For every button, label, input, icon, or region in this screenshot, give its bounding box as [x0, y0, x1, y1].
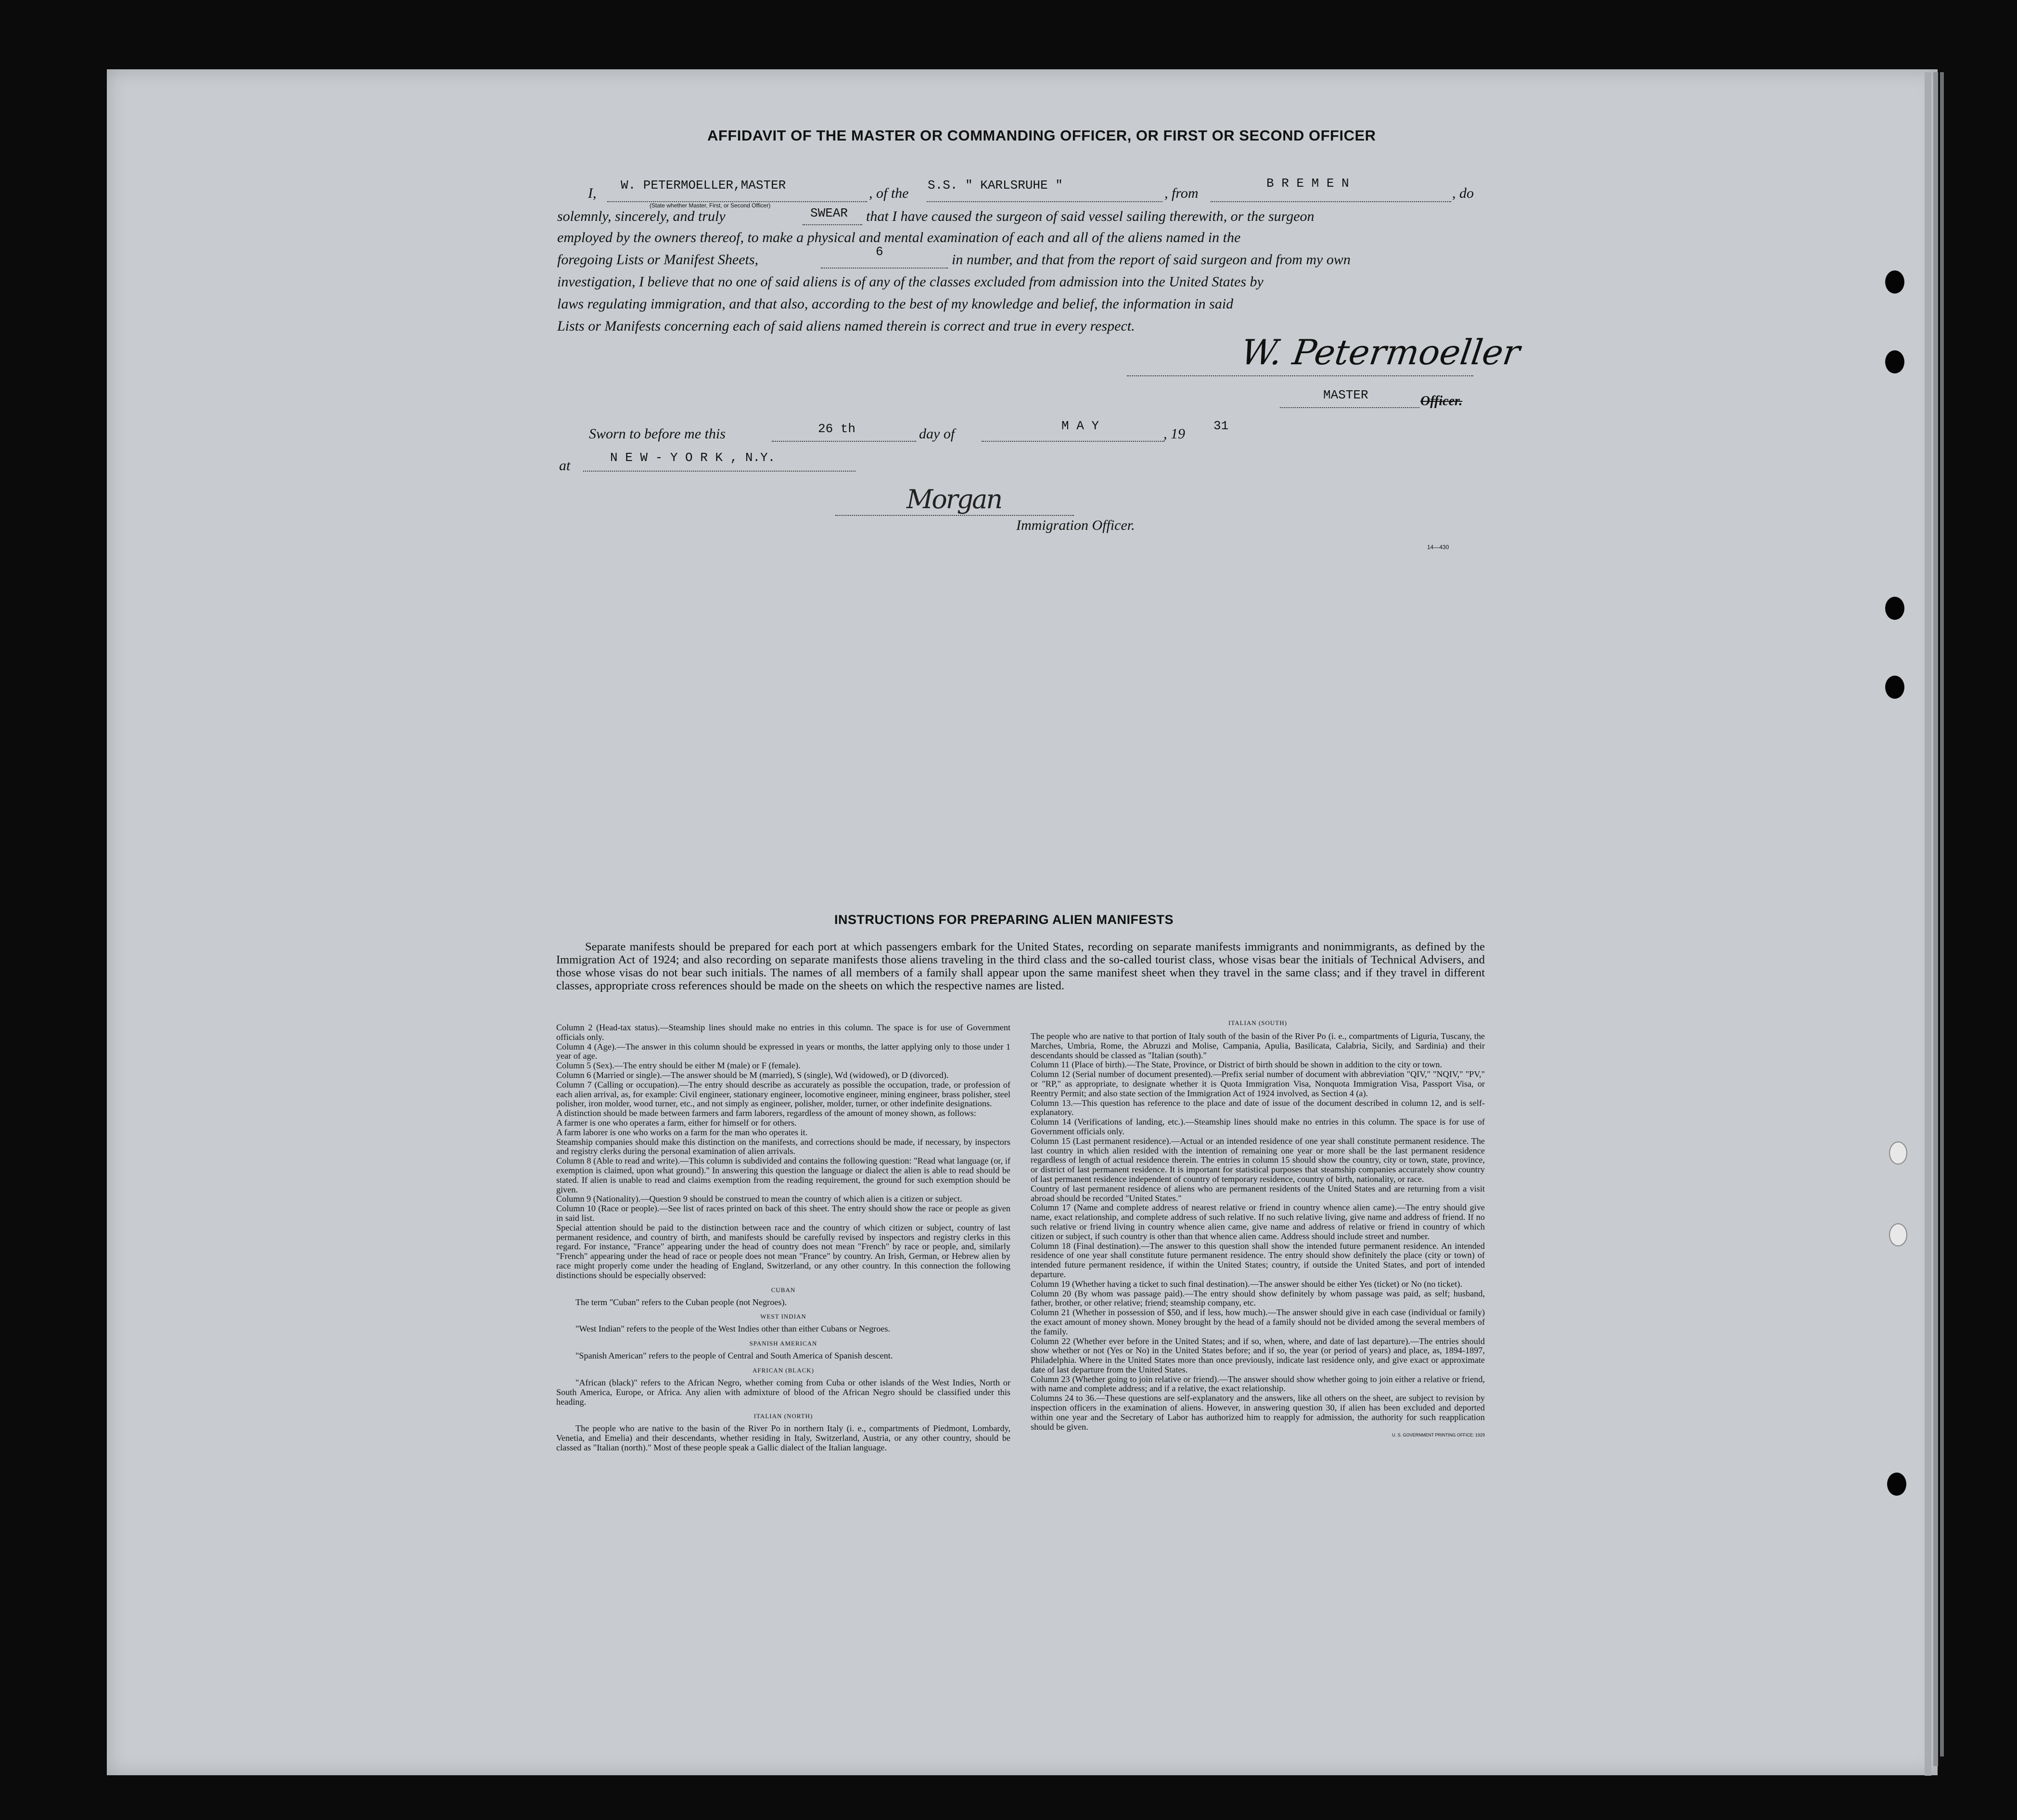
- right-column-text: The people who are native to that portion of Italy south of the basin of the River Po (i. e., compartments of Liguria, Tuscany, the Marches, Umbria, Rome, the Abruzzi and Molise, Campania, Apulia, Basilicata, Calabria, Sicily, and Sardinia) and their descendants should be classed as "Italian (south)." Column 11 (Place of birth).—The State, Province, or District of birth should be shown in addition to the city or town. Column 12 (Serial number of document presented).—Prefix serial number of document with abbreviation "QIV," "NQIV," "PV," or "RP," as appropriate, to designate whether it is Quota Immigration Visa, Nonquota Immigration Visa, Passport Visa, or Reentry Permit; and also state section of the Immigration Act of 1924 involved, as Section 4 (a). Column 13.—This question has reference to the place and date of issue of the document described in column 12, and is self-explanatory. Column 14 (Verifications of landing, etc.).—Steamship lines should make no entries in this column. The space is for use of Government officials only. Column 15 (Last permanent residence).—Actual or an intended residence of one year shall constitute permanent residence. The last country in which alien resided with the intention of remaining one year or more shall be the last permanent residence regardless of length of actual residence therein. The entries in column 15 should show the country, city or town, state, province, or district of last permanent residence. It is important for statistical purposes that steamship companies accurately show country of last permanent residence independent of country of temporary residence, country of birth, nationality, or race. Country of last permanent residence of aliens who are permanent residents of the United States and are returning from a visit abroad should be recorded "United States." Column 17 (Name and complete address of nearest relative or friend in country whence alien came).—The entry should give name, exact relationship, and complete address of such relative. If no such relative living, give name and address of friend. If no such relative or friend living in country whence alien came, give name and address of relative or friend in country of which citizen or subject, if such country is other than that whence alien came. Address should include street and number. Column 18 (Final destination).—The answer to this question shall show the intended future permanent residence. An intended residence of one year shall constitute future permanent residence. The entry should show definitely the place (city or town) of intended future permanent residence, if within the United States; country, if outside the United States, and port of intended departure. Column 19 (Whether having a ticket to such final destination).—The answer should be either Yes (ticket) or No (no ticket). Column 20 (By whom was passage paid).—The entry should show definitely by whom passage was paid, as self; husband, father, brother, or other relative; friend; steamship company, etc. Column 21 (Whether in possession of $50, and if less, how much).—The answer should give in each case (individual or family) the exact amount of money shown. Money brought by the head of a family should not be divided among the several members of the family. Column 22 (Whether ever before in the United States; and if so, when, where, and date of last departure).—The entries should show whether or not (Yes or No) in the United States before; and if so, the year (or period of years) and place, as, 1894-1897, Philadelphia. Where in the United States more than once previously, indicate last residence only, and give exact or approximate date of last departure from the United States. Column 23 (Whether going to join relative or friend).—The answer should show whether going to join either a relative or friend, with name and complete address; and if a relative, the exact relationship. Columns 24 to 36.—These questions are self-explanatory and the answers, like all others on the sheet, are subject to revision by inspection officers in the examination of aliens. However, in answering question 30, if alien has been excluded and deported within one year and the Secretary of Labor has authorized him to reapply for admission, the authority for such reapplication should be given.: [1031, 1031, 1485, 1432]
- departure-port: B R E M E N: [1266, 176, 1349, 191]
- spanish-american-text: "Spanish American" refers to the people of Central and South America of Spanish descent.: [575, 1351, 893, 1361]
- cuban-text: The term "Cuban" refers to the Cuban people (not Negroes).: [575, 1297, 787, 1307]
- sheet-count: 6: [876, 244, 883, 259]
- rank-line: [1280, 407, 1419, 408]
- sworn-month: M A Y: [1061, 419, 1099, 433]
- day-of-label: day of: [919, 426, 955, 442]
- african-heading: AFRICAN (BLACK): [752, 1366, 815, 1374]
- immigration-officer-label: Immigration Officer.: [1016, 517, 1135, 533]
- do-label: , do: [1452, 185, 1474, 201]
- affidavit-line2-pre: solemnly, sincerely, and truly: [557, 208, 726, 224]
- italian-south-heading: ITALIAN (SOUTH): [1228, 1019, 1287, 1026]
- affidavit-line4-pre: foregoing Lists or Manifest Sheets,: [557, 252, 759, 268]
- affidavit-line4-post: in number, and that from the report of said surgeon and from my own: [952, 252, 1351, 268]
- place-line: [583, 471, 855, 472]
- binder-hole: [1889, 1223, 1907, 1246]
- instructions-right-column: [1031, 1019, 1485, 1437]
- affidavit-line2-post: that I have caused the surgeon of said vessel sailing therewith, or the surgeon: [866, 208, 1315, 224]
- italian-north-heading: ITALIAN (NORTH): [753, 1412, 813, 1420]
- affidavit-title: AFFIDAVIT OF THE MASTER OR COMMANDING OFFICER, OR FIRST OR SECOND OFFICER: [707, 127, 1376, 144]
- ship-name: S.S. " KARLSRUHE ": [928, 178, 1063, 192]
- binder-hole: [1885, 676, 1904, 699]
- sworn-place: N E W - Y O R K , N.Y.: [610, 450, 776, 465]
- year-prefix: , 19: [1163, 426, 1185, 442]
- affidavit-line6: laws regulating immigration, and that also, according to the best of my knowledge and belief, the information in said: [557, 296, 1234, 312]
- affidavit-line7: Lists or Manifests concerning each of said aliens named therein is correct and true in every respect.: [557, 318, 1135, 334]
- sworn-year: 31: [1213, 419, 1229, 433]
- signature-line: [1127, 375, 1473, 376]
- form-number: 14—430: [1427, 544, 1449, 551]
- officer-label: Officer.: [1420, 394, 1463, 409]
- page-edge: [1925, 72, 1931, 1776]
- master-signature: W. Petermoeller: [1238, 332, 1523, 372]
- instructions-intro: Separate manifests should be prepared for each port at which passengers embark for the United States, recording on separate manifests immigrants and nonimmigrants, as defined by the Immigration Act of 1924; and also recording on separate manifests those aliens traveling in the third class and the so-called tourist class, whose visas bear the initials of Technical Advisers, and those whose visas do not bear such initials. The names of all members of a family shall appear upon the same manifest sheet when they travel in the same class; and if they travel in different classes, appropriate cross references should be made on the sheets on which the respective names are listed.: [556, 940, 1485, 992]
- african-text: "African (black)" refers to the African Negro, whether coming from Cuba or other islands of the West Indies, North or South America, Europe, or Africa. Any alien with admixture of blood of the African Negro should be classified under this heading.: [556, 1377, 1010, 1407]
- day-line: [772, 441, 916, 442]
- binder-hole: [1889, 1141, 1907, 1165]
- rank-typed: MASTER: [1323, 388, 1368, 402]
- affidavit-line3: employed by the owners thereof, to make a physical and mental examination of each and all of the aliens named in the: [557, 230, 1241, 245]
- immigration-officer-signature: Morgan: [906, 484, 1002, 514]
- cuban-heading: CUBAN: [771, 1286, 796, 1294]
- ship-line: [927, 201, 1162, 202]
- at-label: at: [559, 458, 571, 474]
- left-column-text: Column 2 (Head-tax status).—Steamship lines should make no entries in this column. The space is for use of Government officials only. Column 4 (Age).—The answer in this column should be expressed in years or months, the latter applying only to those under 1 year of age. Column 5 (Sex).—The entry should be either M (male) or F (female). Column 6 (Married or single).—The answer should be M (married), S (single), Wd (widowed), or D (divorced). Column 7 (Calling or occupation).—The entry should describe as accurately as possible the occupation, trade, or profession of each alien arrival, as, for example: Civil engineer, stationary engineer, locomotive engineer, mining engineer, brass polisher, steel polisher, iron molder, wood turner, etc., and not simply as engineer, polisher, molder, turner, or other indefinite designations. A distinction should be made between farmers and farm laborers, regardless of the amount of money shown, as follows: A farmer is one who operates a farm, either for himself or for others. A farm laborer is one who works on a farm for the man who operates it. Steamship companies should make this distinction on the manifests, and corrections should be made, if necessary, by inspectors and registry clerks during the personal examination of alien arrivals. Column 8 (Able to read and write).—This column is subdivided and contains the following question: "Read what language (or, if exemption is claimed, upon what ground)." In answering this question the language or dialect the alien is able to read should be stated. If alien is unable to read and claims exemption from the reading requirement, the ground for such exemption should be given. Column 9 (Nationality).—Question 9 should be construed to mean the country of which alien is a citizen or subject. Column 10 (Race or people).—See list of races printed on back of this sheet. The entry should show the race or people as given in said list. Special attention should be paid to the distinction between race and the country of which citizen or subject, country of last permanent residence, and country of birth, and manifests should be carefully revised by inspectors and registry clerks in this regard. For instance, "France" appearing under the head of country does not mean "French" by race or people, and, similarly "French" appearing under the head of race or people does not mean "France" by country. An Irish, German, or Hebrew alien by race might properly come under the heading of England, Switzerland, or any other country. In this connection the following distinctions should be especially observed:: [556, 1023, 1010, 1280]
- binder-hole: [1885, 350, 1904, 373]
- sworn-day: 26 th: [818, 422, 856, 436]
- from-label: , from: [1164, 185, 1199, 201]
- west-indian-heading: WEST INDIAN: [760, 1313, 806, 1320]
- rank-note: (State whether Master, First, or Second Officer): [650, 202, 771, 209]
- port-line: [1211, 201, 1451, 202]
- binder-hole: [1885, 270, 1904, 294]
- oath-line: [803, 224, 862, 225]
- affidavit-line5: investigation, I believe that no one of said aliens is of any of the classes excluded from admission into the United States by: [557, 274, 1264, 290]
- instructions-left-column: [556, 1023, 1010, 1453]
- printer-imprint: U. S. GOVERNMENT PRINTING OFFICE: 1929: [1392, 1433, 1485, 1438]
- instructions-title: INSTRUCTIONS FOR PREPARING ALIEN MANIFESTS: [834, 912, 1174, 927]
- affidavit-i: I,: [588, 185, 597, 201]
- count-line: [821, 268, 948, 269]
- binder-hole: [1887, 1473, 1906, 1496]
- binder-hole: [1885, 597, 1904, 620]
- page-edge: [1940, 72, 1944, 1756]
- month-line: [982, 441, 1164, 442]
- oath-word: SWEAR: [810, 206, 848, 220]
- master-name: W. PETERMOELLER,MASTER: [621, 178, 786, 192]
- of-the-label: , of the: [869, 185, 909, 201]
- page-edge: [1933, 72, 1938, 1766]
- italian-north-text: The people who are native to the basin of the River Po in northern Italy (i. e., compartments of Piedmont, Lombardy, Venetia, and Emelia) and their descendants, whether residing in Italy, Switzerland, Austria, or any other country, should be classed as "Italian (north)." Most of these people speak a Gallic dialect of the Italian language.: [556, 1423, 1010, 1452]
- spanish-american-heading: SPANISH AMERICAN: [749, 1340, 817, 1347]
- west-indian-text: "West Indian" refers to the people of the West Indies other than either Cubans or Negroes.: [575, 1324, 891, 1334]
- sworn-label: Sworn to before me this: [589, 426, 726, 442]
